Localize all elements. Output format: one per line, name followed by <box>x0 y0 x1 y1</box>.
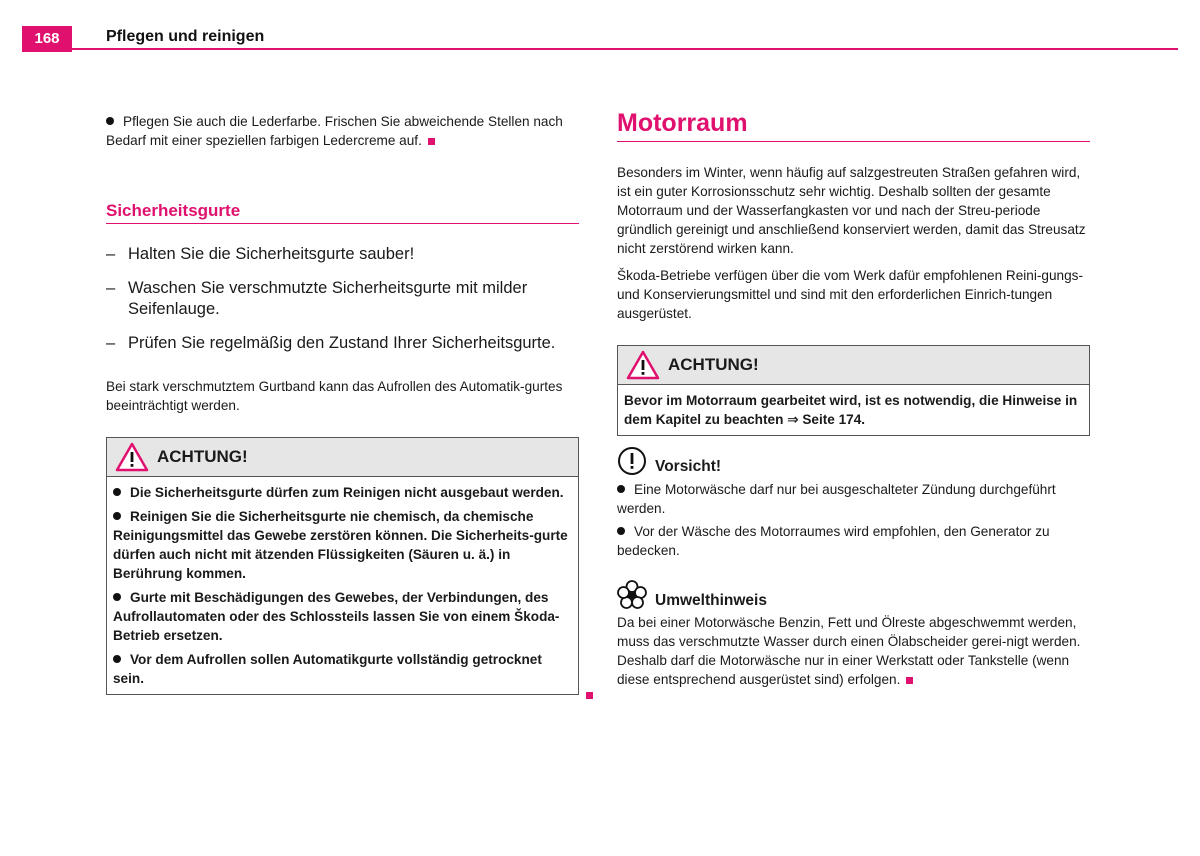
end-mark-icon <box>906 677 913 684</box>
motorraum-paragraph-1: Besonders im Winter, wenn häufig auf salzgestreuten Straßen gefahren wird, ist ein guter Korrosionsschutz sehr wichtig. Deshalb sollten der gesamte Motorraum und der Wasserfangkasten vor und nach der Streu-periode gründlich gereinigt und anschließend konserviert werden, damit das Streusatz nicht zerstörend wirken kann. <box>617 165 1086 256</box>
caution-exclamation-icon <box>617 446 647 476</box>
warning-triangle-icon <box>115 442 149 472</box>
intro-bullet: Pflegen Sie auch die Lederfarbe. Frischen Sie abweichende Stellen nach Bedarf mit einer speziellen farbigen Ledercreme auf. <box>106 114 563 148</box>
end-mark-icon <box>586 692 593 699</box>
warning-item: Vor dem Aufrollen sollen Automatikgurte vollständig getrocknet sein. <box>113 652 542 686</box>
environment-title: Umwelthinweis <box>655 592 767 609</box>
gurtband-paragraph: Bei stark verschmutztem Gurtband kann das Aufrollen des Automatik-gurtes beeinträchtigt werden. <box>106 379 563 413</box>
dash-item-1: – Halten Sie die Sicherheitsgurte sauber! <box>106 245 415 263</box>
warning-header <box>107 438 578 477</box>
warning-box-belts <box>106 437 579 695</box>
warning-header <box>618 346 1089 385</box>
section-title: Pflegen und reinigen <box>106 28 265 45</box>
dash-item-2: – Waschen Sie verschmutzte Sicherheitsgurte mit milder Seifenlauge. <box>106 279 528 318</box>
warning-triangle-icon <box>626 350 660 380</box>
sicherheitsgurte-heading: Sicherheitsgurte <box>106 201 579 224</box>
header-rule <box>72 48 1178 50</box>
caution-item-1: Eine Motorwäsche darf nur bei ausgeschalteter Zündung durchgeführt werden. <box>617 482 1056 516</box>
caution-header <box>617 446 721 476</box>
bullet-icon <box>106 117 114 125</box>
end-mark-icon <box>428 138 435 145</box>
warning-item: Die Sicherheitsgurte dürfen zum Reinigen nicht ausgebaut werden. <box>113 483 572 502</box>
warning-title: ACHTUNG! <box>157 447 248 466</box>
motorraum-paragraph-2: Škoda-Betriebe verfügen über die vom Werk dafür empfohlenen Reini-gungs- und Konservierungsmittel und sind mit den erforderlichen Einrich-tungen ausgerüstet. <box>617 268 1083 321</box>
environment-paragraph: Da bei einer Motorwäsche Benzin, Fett und Ölreste abgeschwemmt werden, muss das verschmutzte Wasser durch einen Ölabscheider gerei-nigt werden. Deshalb darf die Motorwäsche nur in einer Werkstatt oder Tankstelle (wenn diese entsprechend ausgerüstet sind) erfolgen. <box>617 615 1081 687</box>
caution-item-2: Vor der Wäsche des Motorraumes wird empfohlen, den Generator zu bedecken. <box>617 524 1050 558</box>
flower-icon <box>617 580 647 610</box>
warning-body: Bevor im Motorraum gearbeitet wird, ist es notwendig, die Hinweise in dem Kapitel zu beachten ⇒ Seite 174. <box>624 393 1078 427</box>
motorraum-heading: Motorraum <box>617 109 1090 142</box>
warning-item: Gurte mit Beschädigungen des Gewebes, der Verbindungen, des Aufrollautomaten oder des Schlossteils lassen Sie von einem Škoda-Betrieb ersetzen. <box>113 590 560 643</box>
warning-box-engine <box>617 345 1090 436</box>
warning-title: ACHTUNG! <box>668 355 759 374</box>
dash-item-3: – Prüfen Sie regelmäßig den Zustand Ihrer Sicherheitsgurte. <box>106 334 556 352</box>
page-number: 168 <box>22 26 72 52</box>
warning-item: Reinigen Sie die Sicherheitsgurte nie chemisch, da chemische Reinigungsmittel das Gewebe zerstören können. Die Sicherheits-gurte dürfen auch nicht mit ätzenden Flüssigkeiten (Säuren u. ä.) in Berührung kommen. <box>113 509 568 581</box>
warning-body <box>107 477 578 694</box>
caution-title: Vorsicht! <box>655 458 722 475</box>
environment-header <box>617 580 767 610</box>
